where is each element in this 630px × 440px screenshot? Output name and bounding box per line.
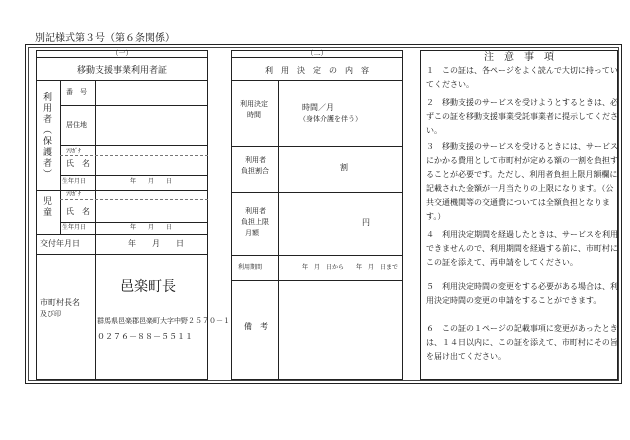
burden-cap-label-3: 月額	[245, 229, 259, 237]
decision-time-value: 時間／月	[302, 103, 334, 112]
burden-ratio-label-1: 利用者	[245, 156, 266, 164]
burden-cap-label-1: 利用者	[245, 207, 266, 215]
mayor-name-label: 市町村長名	[40, 298, 80, 307]
child-dob-label: 生年月日	[62, 224, 87, 231]
panel-one-title: 移動支援事業利用者証	[76, 66, 167, 76]
notice-item: ６ この証の１ページの記載事項に変更があったときは、１４日以内に、この証を添えて、市町村にその旨を届け出てください。	[426, 324, 618, 361]
usage-period-label: 利用期間	[238, 264, 263, 271]
notice-title: 注 意 事 項	[484, 52, 554, 63]
issuer-title: 邑楽町長	[120, 279, 176, 295]
notice-item: ２ 移動支援のサービスを受けようとするときは、必ずこの証を移動支援事業受託事業者に提示してください。	[426, 98, 618, 135]
issue-date-label: 交付年月日	[40, 239, 80, 248]
mayor-seal-label: 及び印	[40, 310, 61, 318]
number-label: 番 号	[66, 88, 87, 96]
panel-two-header: 利 用 決 定 の 内 容	[265, 66, 369, 75]
address-label: 居住地	[66, 121, 87, 129]
user-group-label: 利用者（保護者）	[41, 92, 51, 180]
user-dob-value: 年 月 日	[130, 178, 173, 185]
child-group-label: 児童	[41, 196, 51, 218]
burden-ratio-value: 割	[340, 163, 348, 172]
issuer-address: 群馬県邑楽郡邑楽町大字中野２５７０－１	[97, 317, 230, 325]
notice-item: ５ 利用決定時間の変更をする必要がある場合は、利用決定時間の変更の申請をすることができます。	[426, 282, 618, 305]
usage-period-value: 年 月 日から 年 月 日まで	[302, 264, 399, 271]
notice-item: ４ 利用決定期間を経過したときは、サービスを利用できませんので、利用期間を経過する前に、市町村にこの証を添えて、再申請をしてください。	[426, 230, 618, 267]
issuer-phone: ０２７６－８８－５５１１	[97, 332, 193, 341]
panel-one	[36, 50, 208, 380]
form-number-label: 別記様式第３号（第６条関係）	[35, 33, 175, 44]
child-furigana-label: ﾌﾘｶﾞﾅ	[66, 191, 82, 198]
panel-one-tab: （一）	[111, 49, 133, 57]
panel-two-tab: （二）	[306, 49, 328, 57]
child-name-label: 氏 名	[66, 207, 90, 216]
issue-date-value: 年 月 日	[128, 239, 184, 248]
child-dob-value: 年 月 日	[130, 224, 173, 231]
burden-ratio-label-2: 負担割合	[241, 167, 269, 175]
user-dob-label: 生年月日	[62, 178, 87, 185]
decision-time-label-1: 利用決定	[240, 100, 268, 108]
decision-time-label-2: 時間	[247, 111, 261, 119]
remarks-label: 備 考	[244, 322, 268, 331]
notice-item: ３ 移動支援のサービスを受けるときには、サービスにかかる費用として市町村が定める額の一割を負担することが必要です。ただし、利用者負担上限月額欄に記載された金額が一月当たりの上限になります。（公共交通機関等の交通費については全額負担となります。）	[426, 142, 618, 221]
burden-cap-label-2: 負担上限	[241, 218, 269, 226]
decision-time-sub: （身体介護を伴う）	[299, 115, 362, 123]
burden-cap-value: 円	[362, 218, 370, 227]
user-name-label: 氏 名	[66, 159, 90, 168]
notice-item: １ この証は、各ページをよく読んで大切に持っていてください。	[426, 66, 618, 89]
user-furigana-label: ﾌﾘｶﾞﾅ	[66, 148, 82, 155]
